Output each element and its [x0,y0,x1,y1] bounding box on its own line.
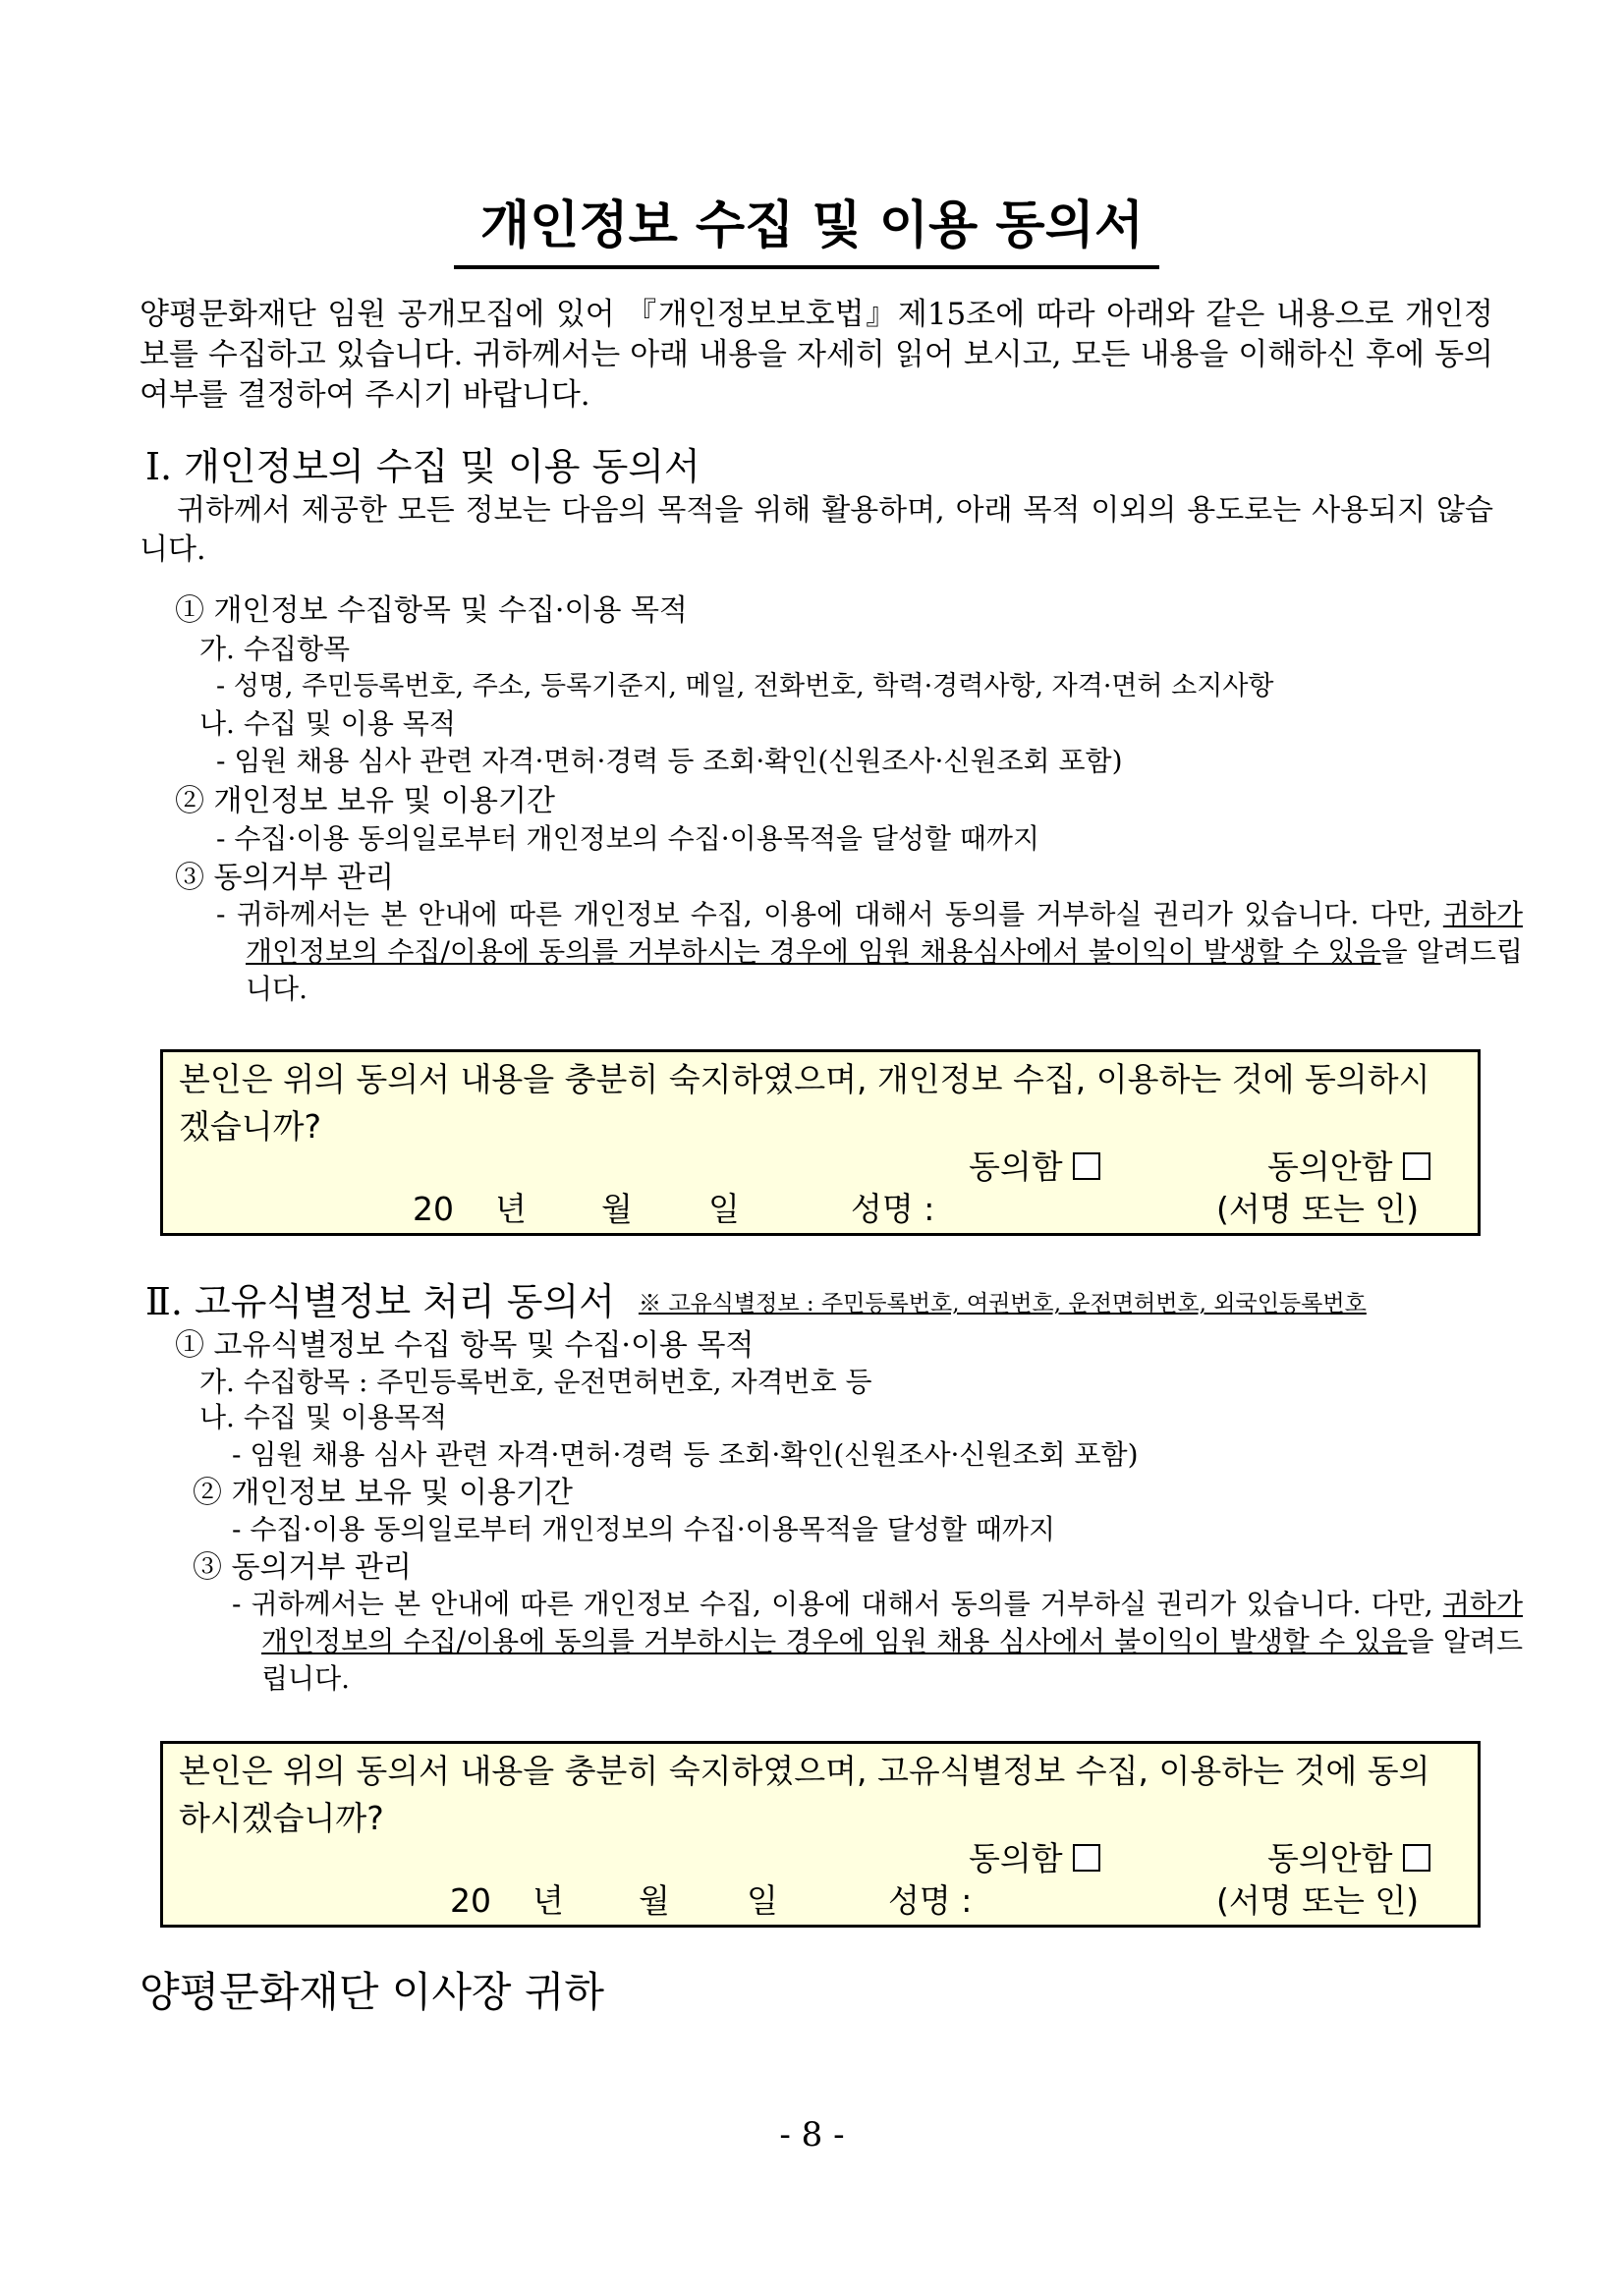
consent2-disagree-label: 동의안함 [1267,1839,1393,1877]
title-underline [454,265,1159,269]
section1-item1-a-label: 가. 수집항목 [199,633,351,665]
consent2-date-day-unit: 일 [747,1881,778,1920]
section1-item2-detail: - 수집·이용 동의일로부터 개인정보의 수집·이용목적을 달성할 때까지 [216,822,1040,855]
consent2-signature-label: 성명 : [888,1881,973,1920]
consent1-disagree-label: 동의안함 [1267,1148,1393,1186]
section2-item3-detail [232,1586,1523,1698]
section1-item3-detail-start: - 귀하께서는 본 안내에 따른 개인정보 수집, 이용에 대해서 동의를 거부하실 권리가 있습니다. 다만, [216,898,1443,930]
section2-item3-title: ③ 동의거부 관리 [193,1550,412,1585]
section1-item3-title: ③ 동의거부 관리 [175,861,394,895]
consent1-question: 본인은 위의 동의서 내용을 충분히 숙지하였으며, 개인정보 수집, 이용하는 것에 동의하시겠습니까? [179,1060,1430,1146]
section2-item1-b-detail: - 임원 채용 심사 관련 자격·면허·경력 등 조회·확인(신원조사·신원조회 포함) [232,1438,1139,1471]
section2-item3-detail-underlined: 귀하가 개인정보의 수집/이용에 동의를 거부하시는 경우에 임원 채용 심사에서 불이익이 발생할 수 있음 [261,1588,1523,1657]
consent2-disagree-checkbox[interactable] [1403,1844,1430,1872]
section2-item1-b-label: 나. 수집 및 이용목적 [199,1401,447,1433]
consent1-disagree-option[interactable] [1267,1145,1430,1190]
section1-item2-title: ② 개인정보 보유 및 이용기간 [175,784,555,818]
consent2-agree-checkbox[interactable] [1073,1844,1100,1872]
section1-item3-detail-underlined: 귀하가 개인정보의 수집/이용에 동의를 거부하시는 경우에 임원 채용심사에서 불이익이 발생할 수 있음 [246,898,1523,968]
section2-item1-title: ① 고유식별정보 수집 항목 및 수집·이용 목적 [175,1328,755,1363]
consent1-disagree-checkbox[interactable] [1403,1152,1430,1180]
consent1-date-year: 20 [413,1190,454,1228]
consent1-date-year-unit: 년 [495,1190,527,1228]
consent-box-1 [160,1049,1481,1236]
intro-paragraph: 양평문화재단 임원 공개모집에 있어 『개인정보보호법』제15조에 따라 아래와 같은 내용으로 개인정보를 수집하고 있습니다. 귀하께서는 아래 내용을 자세히 읽어 보시고, 모든 내용을 이해하신 후에 동의 여부를 결정하여 주시기 바랍니다. [140,297,1493,413]
consent2-date-month-unit: 월 [639,1881,670,1920]
section2-item2-detail: - 수집·이용 동의일로부터 개인정보의 수집·이용목적을 달성할 때까지 [232,1513,1056,1545]
page-number: - 8 - [779,2115,845,2155]
section1-item1-title: ① 개인정보 수집항목 및 수집·이용 목적 [175,593,688,628]
consent-box-2 [160,1741,1481,1928]
consent1-agree-label: 동의함 [969,1148,1063,1186]
section1-item1-b-detail: - 임원 채용 심사 관련 자격·면허·경력 등 조회·확인(신원조사·신원조회 포함) [216,745,1123,777]
consent1-date-day-unit: 일 [708,1190,740,1228]
section2-heading-row [145,1279,1367,1326]
section2-heading: Ⅱ. 고유식별정보 처리 동의서 [145,1280,615,1323]
page-title: 개인정보 수집 및 이용 동의서 [479,196,1145,255]
consent1-signature-label: 성명 : [851,1190,935,1228]
section1-item1-a-detail: - 성명, 주민등록번호, 주소, 등록기준지, 메일, 전화번호, 학력·경력사항, 자격·면허 소지사항 [216,671,1274,701]
consent2-agree-option[interactable] [969,1836,1100,1881]
section2-item3-detail-end: 을 알려드립니다. [261,1625,1523,1695]
consent2-date-year-unit: 년 [532,1881,564,1920]
consent2-disagree-option[interactable] [1267,1836,1430,1881]
section2-item2-title: ② 개인정보 보유 및 이용기간 [193,1476,573,1510]
consent2-question: 본인은 위의 동의서 내용을 충분히 숙지하였으며, 고유식별정보 수집, 이용하는 것에 동의하시겠습니까? [179,1752,1430,1837]
consent1-date-month-unit: 월 [601,1190,633,1228]
consent2-agree-label: 동의함 [969,1839,1063,1877]
consent1-agree-checkbox[interactable] [1073,1152,1100,1180]
section2-note: ※ 고유식별정보 : 주민등록번호, 여권번호, 운전면허번호, 외국인등록번호 [638,1291,1367,1316]
consent1-agree-option[interactable] [969,1145,1100,1190]
closing-addressee: 양평문화재단 이사장 귀하 [140,1968,604,2016]
consent1-signature-hint: (서명 또는 인) [1216,1190,1420,1228]
consent2-signature-hint: (서명 또는 인) [1216,1881,1420,1920]
section2-item3-detail-start: - 귀하께서는 본 안내에 따른 개인정보 수집, 이용에 대해서 동의를 거부하실 권리가 있습니다. 다만, [232,1588,1443,1620]
consent2-date-year: 20 [450,1881,491,1920]
section1-item1-b-label: 나. 수집 및 이용 목적 [199,707,456,740]
section1-item3-detail [216,896,1523,1008]
section2-item1-a: 가. 수집항목 : 주민등록번호, 운전면허번호, 자격번호 등 [199,1366,872,1398]
section1-heading: Ⅰ. 개인정보의 수집 및 이용 동의서 [145,445,700,488]
section1-lead: 귀하께서 제공한 모든 정보는 다음의 목적을 위해 활용하며, 아래 목적 이외의 용도로는 사용되지 않습니다. [140,493,1493,567]
section1-item3-detail-end: 을 알려드립니다. [246,935,1523,1005]
